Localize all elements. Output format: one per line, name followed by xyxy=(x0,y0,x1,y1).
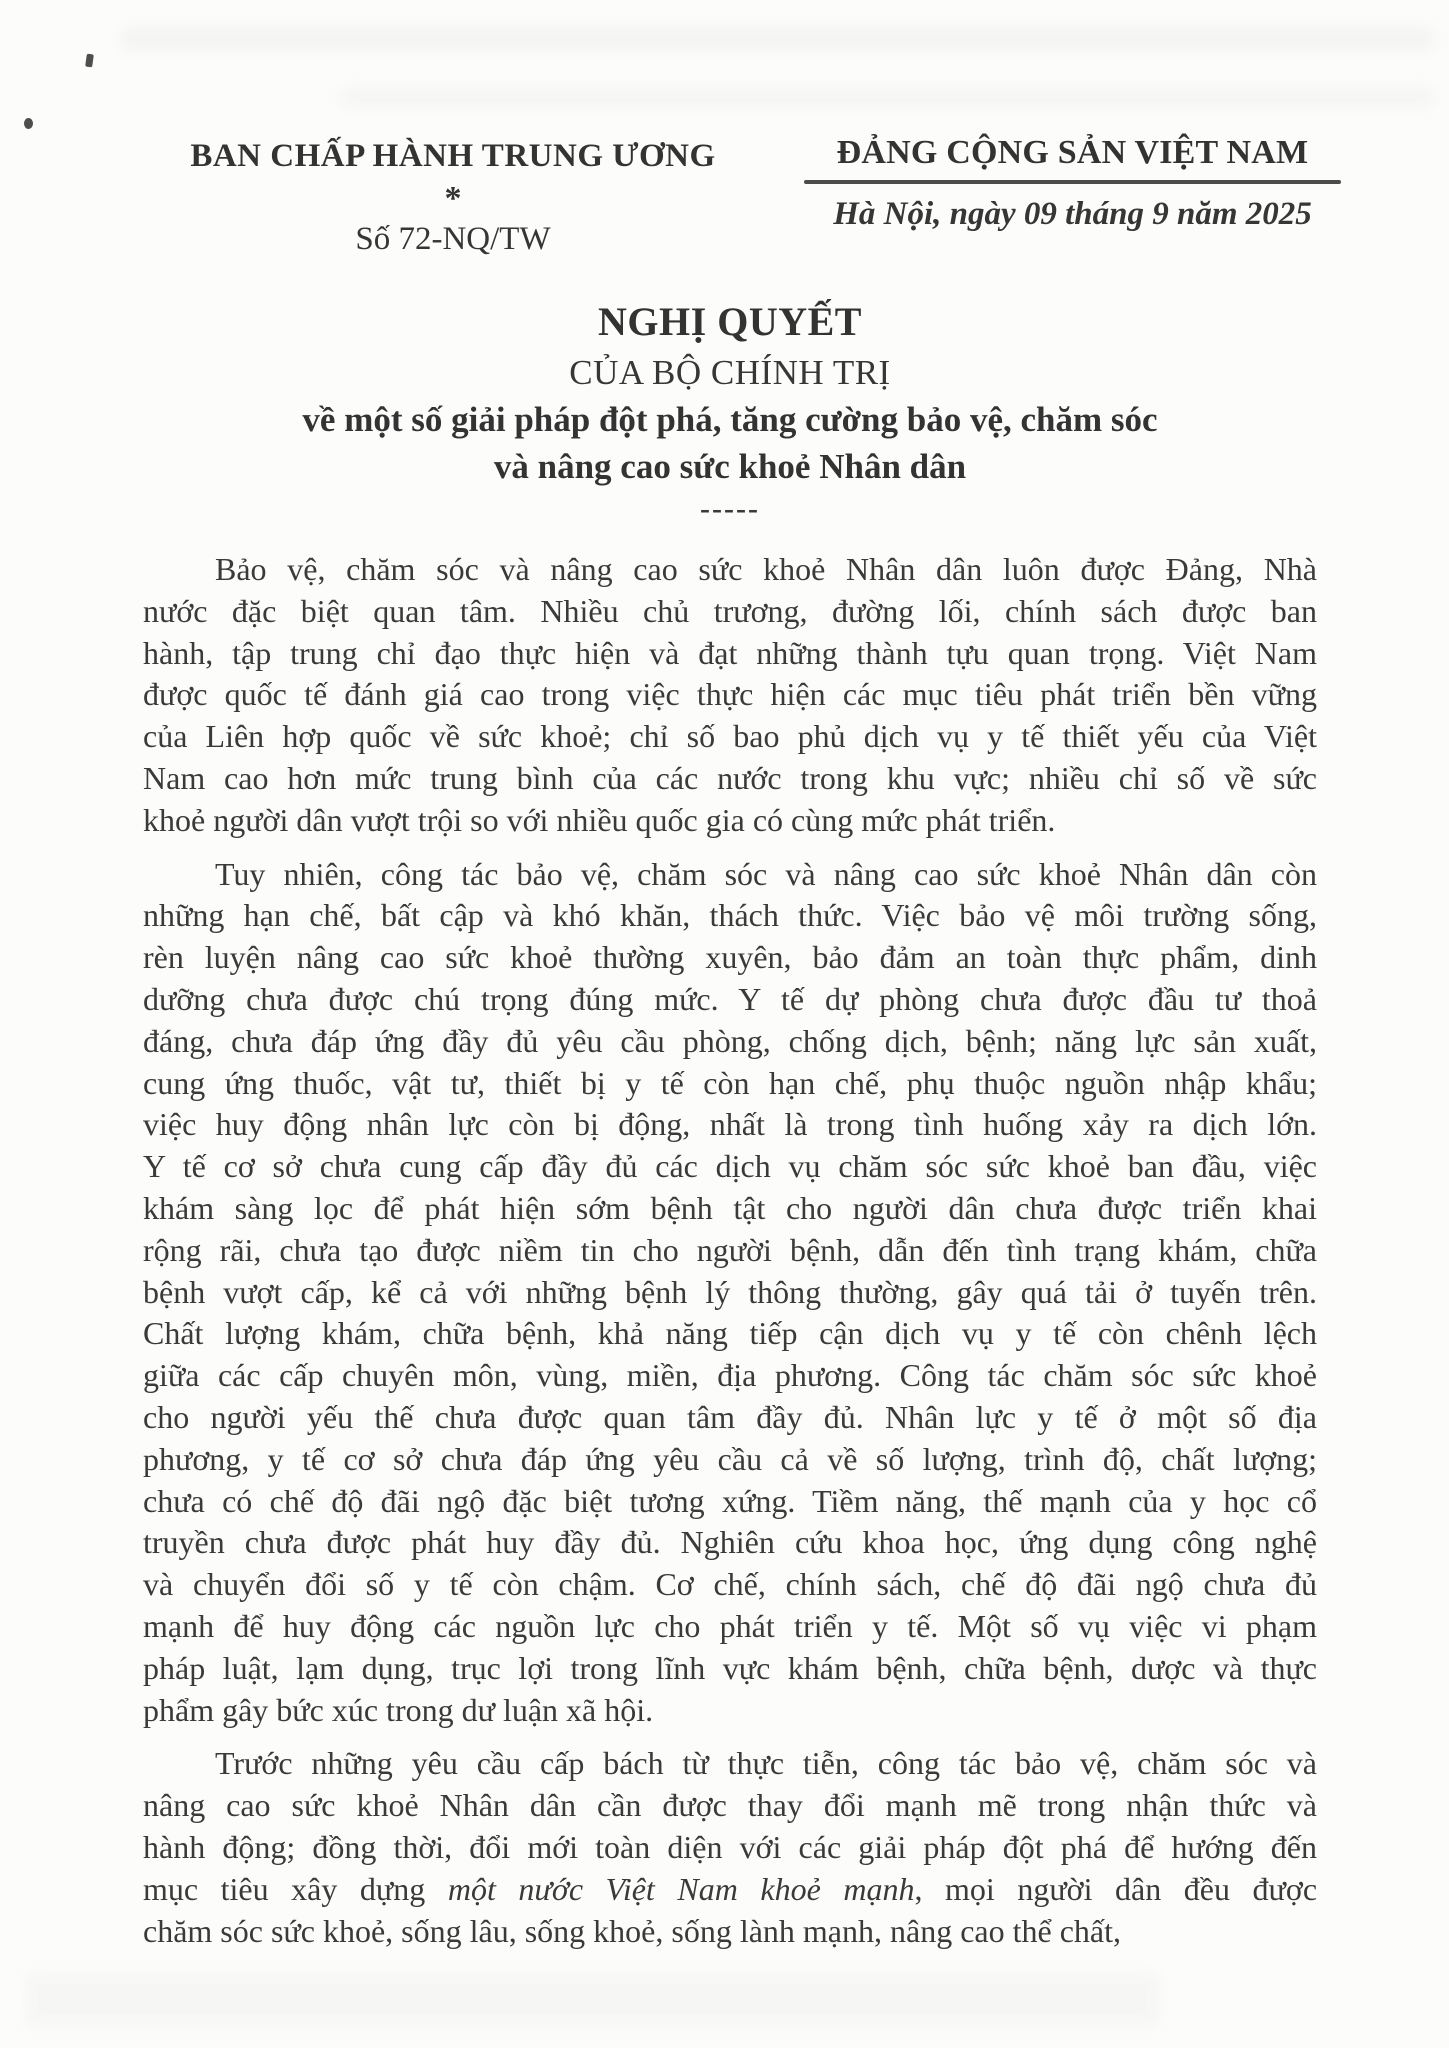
title-separator-dashes: ----- xyxy=(700,492,760,525)
text-line: nâng cao sức khoẻ Nhân dân cần được thay đổi mạnh mẽ trong nhận thức và xyxy=(143,1787,1317,1824)
text-line: phẩm gây bức xúc trong dư luận xã hội. xyxy=(143,1691,654,1728)
text-line: hành động; đồng thời, đổi mới toàn diện với các giải pháp đột phá để hướng đến xyxy=(143,1828,1317,1865)
paragraph xyxy=(143,854,1317,1732)
document-type-heading: NGHỊ QUYẾT xyxy=(598,299,862,344)
text-line: bệnh vượt cấp, kể cả với những bệnh lý thông thường, gây quá tải ở tuyến trên. xyxy=(143,1273,1317,1310)
text-line: được quốc tế đánh giá cao trong việc thực hiện các mục tiêu phát triển bền vững xyxy=(143,676,1317,713)
issuer-line: CỦA BỘ CHÍNH TRỊ xyxy=(569,353,891,392)
text-segment: , mọi người dân đều được xyxy=(914,1870,1318,1907)
subject-line-2: và nâng cao sức khoẻ Nhân dân xyxy=(493,447,967,486)
text-line: của Liên hợp quốc về sức khoẻ; chỉ số bao phủ dịch vụ y tế thiết yếu của Việt xyxy=(143,718,1317,755)
paragraph xyxy=(143,1743,1317,1952)
text-line: cung ứng thuốc, vật tư, thiết bị y tế còn hạn chế, phụ thuộc nguồn nhập khẩu; xyxy=(143,1064,1317,1101)
document-body xyxy=(143,549,1317,1964)
emphasis-text: một nước Việt Nam khoẻ mạnh xyxy=(447,1870,915,1907)
text-line: truyền chưa được phát huy đầy đủ. Nghiên cứu khoa học, ứng dụng công nghệ xyxy=(143,1524,1317,1561)
text-line: giữa các cấp chuyên môn, vùng, miền, địa phương. Công tác chăm sóc sức khoẻ xyxy=(143,1357,1317,1394)
text-line: Trước những yêu cầu cấp bách từ thực tiễn, công tác bảo vệ, chăm sóc và xyxy=(215,1745,1317,1782)
subject-line-1: về một số giải pháp đột phá, tăng cường bảo vệ, chăm sóc xyxy=(302,400,1158,439)
bleedthrough-ghost-bottom xyxy=(25,1972,1160,2027)
text-line: Tuy nhiên, công tác bảo vệ, chăm sóc và nâng cao sức khoẻ Nhân dân còn xyxy=(215,855,1317,892)
text-line: đáng, chưa đáp ứng đầy đủ yêu cầu phòng, chống dịch, bệnh; năng lực sản xuất, xyxy=(143,1022,1317,1059)
text-line: cho người yếu thế chưa được quan tâm đầy đủ. Nhân lực y tế ở một số địa xyxy=(143,1398,1317,1435)
text-line: chưa có chế độ đãi ngộ đặc biệt tương xứng. Tiềm năng, thế mạnh của y học cổ xyxy=(143,1482,1317,1519)
text-line: phương, y tế cơ sở chưa đáp ứng yêu cầu cả về số lượng, trình độ, chất lượng; xyxy=(143,1440,1317,1477)
letterhead-right xyxy=(800,132,1345,233)
bleedthrough-ghost-top xyxy=(120,26,1435,52)
text-line: khám sàng lọc để phát hiện sớm bệnh tật cho người dân chưa được triển khai xyxy=(143,1189,1317,1226)
text-line: Chất lượng khám, chữa bệnh, khả năng tiếp cận dịch vụ y tế còn chênh lệch xyxy=(143,1315,1317,1352)
text-line: những hạn chế, bất cập và khó khăn, thách thức. Việc bảo vệ môi trường sống, xyxy=(143,897,1317,934)
paragraph xyxy=(143,549,1317,842)
text-line: Nam cao hơn mức trung bình của các nước trong khu vực; nhiều chỉ số về sức xyxy=(143,759,1317,796)
party-name: ĐẢNG CỘNG SẢN VIỆT NAM xyxy=(836,134,1309,171)
ink-speck xyxy=(85,54,94,68)
ink-speck xyxy=(24,118,33,129)
bleedthrough-ghost-top-2 xyxy=(340,86,1435,108)
text-line: mạnh để huy động các nguồn lực cho phát triển y tế. Một số vụ việc vi phạm xyxy=(143,1607,1317,1644)
text-line: chăm sóc sức khoẻ, sống lâu, sống khoẻ, sống lành mạnh, nâng cao thể chất, xyxy=(143,1912,1121,1949)
text-line: Y tế cơ sở chưa cung cấp đầy đủ các dịch vụ chăm sóc sức khoẻ ban đầu, việc xyxy=(143,1148,1317,1185)
text-line: dưỡng chưa được chú trọng đúng mức. Y tế dự phòng chưa được đầu tư thoả xyxy=(143,980,1317,1017)
text-line: khoẻ người dân vượt trội so với nhiều quốc gia có cùng mức phát triển. xyxy=(143,801,1056,838)
letterhead-left xyxy=(168,136,738,258)
place-date-line: Hà Nội, ngày 09 tháng 9 năm 2025 xyxy=(833,196,1312,232)
text-line xyxy=(143,1869,1317,1911)
text-line: pháp luật, lạm dụng, trục lợi trong lĩnh vực khám bệnh, chữa bệnh, dược và thực xyxy=(143,1649,1317,1686)
party-name-underline xyxy=(804,180,1341,184)
text-line: rộng rãi, chưa tạo được niềm tin cho người bệnh, dẫn đến tình trạng khám, chữa xyxy=(143,1231,1317,1268)
text-line: rèn luyện nâng cao sức khoẻ thường xuyên, bảo đảm an toàn thực phẩm, dinh xyxy=(143,939,1317,976)
text-segment: mục tiêu xây dựng xyxy=(143,1870,448,1907)
text-line: hành, tập trung chỉ đạo thực hiện và đạt những thành tựu quan trọng. Việt Nam xyxy=(143,634,1317,671)
document-number: Số 72-NQ/TW xyxy=(355,221,551,257)
text-line: Bảo vệ, chăm sóc và nâng cao sức khoẻ Nhân dân luôn được Đảng, Nhà xyxy=(215,551,1317,587)
text-line: và chuyển đổi số y tế còn chậm. Cơ chế, chính sách, chế độ đãi ngộ chưa đủ xyxy=(143,1566,1317,1603)
text-line: nước đặc biệt quan tâm. Nhiều chủ trương, đường lối, chính sách được ban xyxy=(143,592,1317,629)
title-block xyxy=(143,298,1317,525)
text-line: việc huy động nhân lực còn bị động, nhất là trong tình huống xảy ra dịch lớn. xyxy=(143,1106,1317,1143)
issuing-body-name: BAN CHẤP HÀNH TRUNG ƯƠNG xyxy=(190,138,716,174)
letterhead-star: * xyxy=(444,180,462,217)
